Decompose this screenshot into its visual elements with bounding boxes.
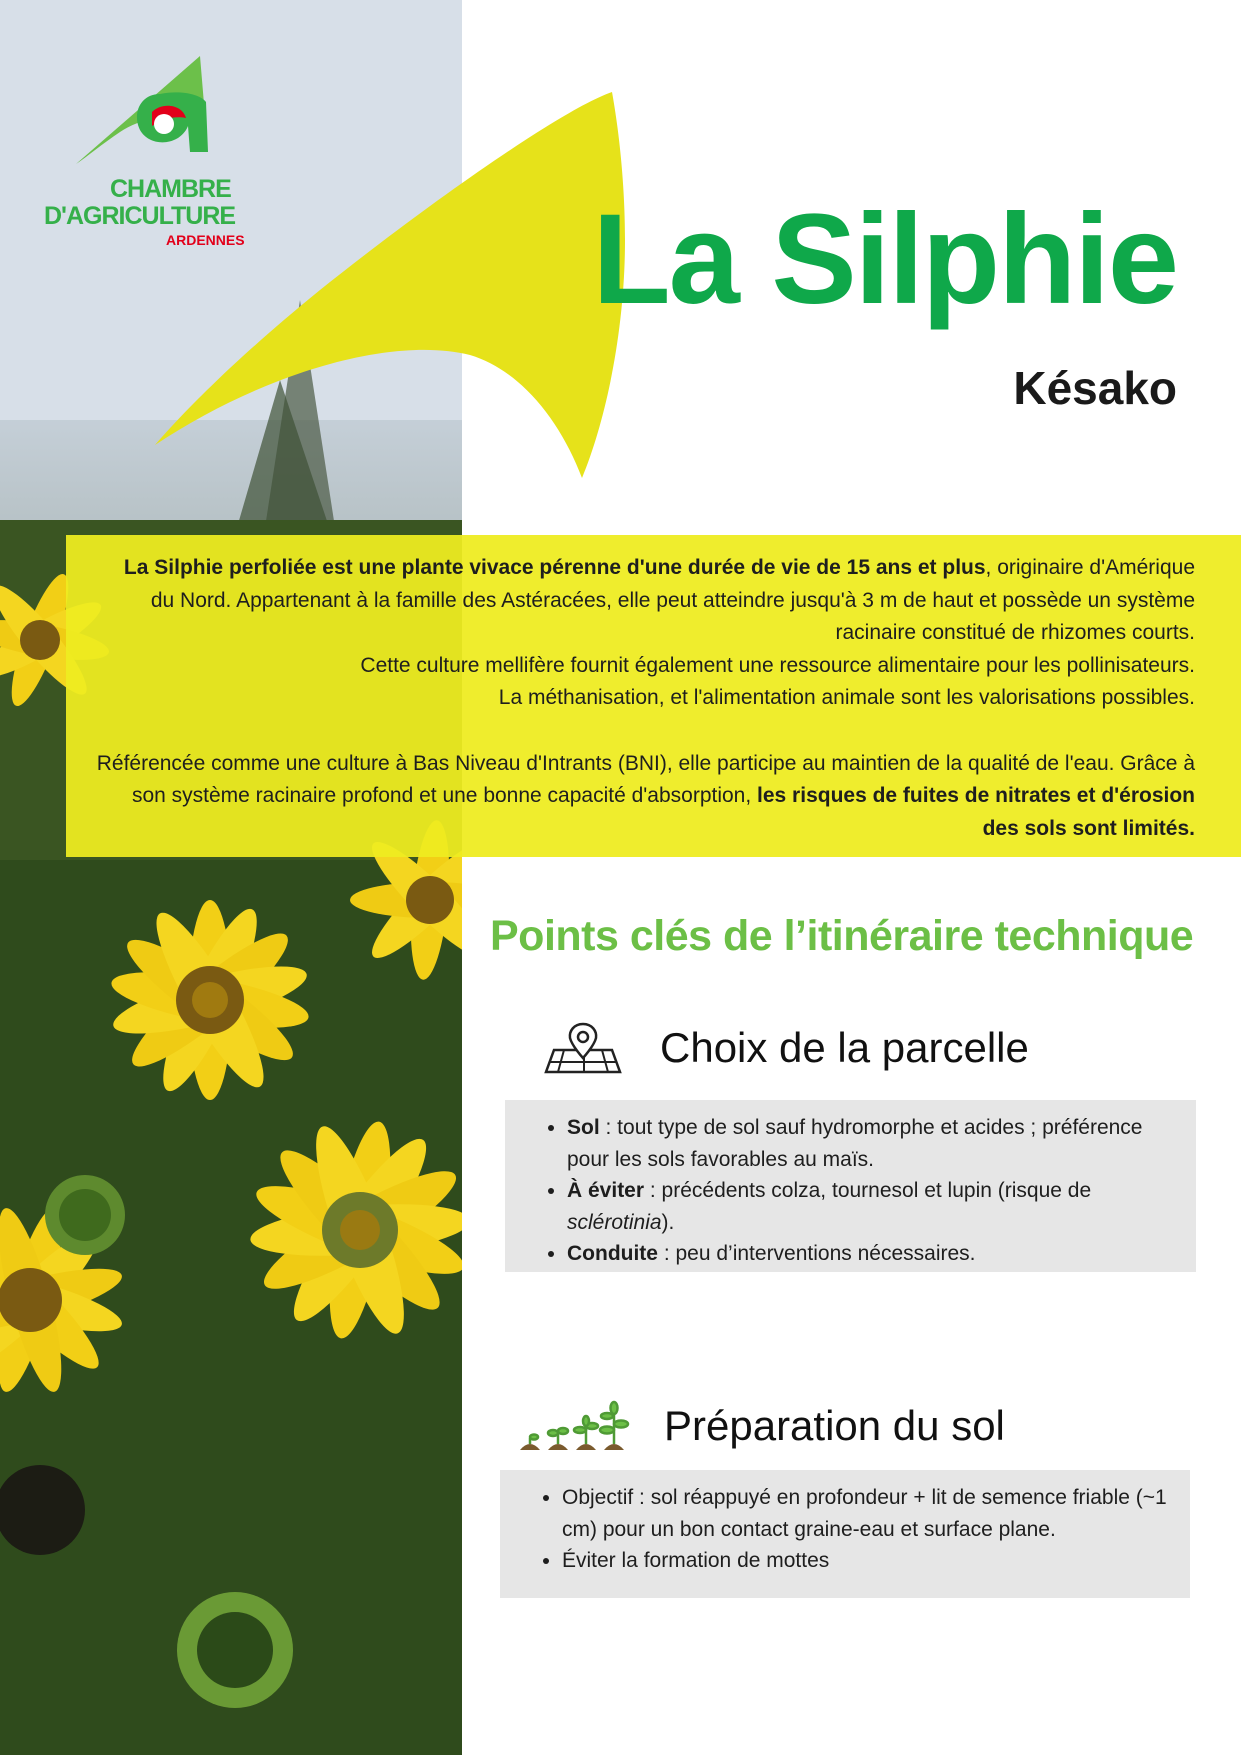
preparation-list — [526, 1482, 1170, 1577]
item-text: : peu d’interventions nécessaires. — [657, 1242, 976, 1265]
item-after: ). — [661, 1210, 675, 1234]
preparation-box — [500, 1470, 1190, 1598]
spacer — [96, 715, 1195, 748]
parcelle-header — [544, 1020, 1029, 1076]
intro-paragraph-1 — [96, 552, 1195, 650]
preparation-header — [518, 1400, 1005, 1452]
item-text: : tout type de sol sauf hydromorphe et acides ; préférence pour les sols favorables au maïs. — [567, 1116, 1143, 1171]
preparation-heading: Préparation du sol — [664, 1402, 1005, 1449]
page-subtitle: Késako — [1013, 362, 1177, 414]
intro-text-1: , originaire d'Amérique du Nord. Appartenant à la famille des Astéracées, elle peut atteindre jusqu'à 3 m de haut et possède un système racinaire constitué de rhizomes courts. — [150, 556, 1195, 644]
intro-text-4: Référencée comme une culture à Bas Niveau d'Intrants (BNI), elle participe au maintien de la qualité de l'eau. Grâce à son système racinaire profond et une bonne capacité d'absorption, — [96, 751, 1195, 807]
map-pin-icon — [544, 1020, 622, 1076]
intro-paragraph-3: La méthanisation, et l'alimentation animale sont les valorisations possibles. — [498, 686, 1195, 709]
logo-line3: ARDENNES — [166, 232, 245, 248]
intro-paragraph-2: Cette culture mellifère fournit également une ressource alimentaire pour les pollinisateurs. — [360, 653, 1195, 677]
item-text: : précédents colza, tournesol et lupin (risque de — [644, 1179, 1092, 1202]
list-item — [567, 1238, 1176, 1270]
item-italic: sclérotinia — [567, 1210, 662, 1234]
parcelle-heading: Choix de la parcelle — [660, 1024, 1029, 1071]
logo-line2: D'AGRICULTURE — [44, 202, 236, 230]
intro-paragraph-4 — [96, 748, 1195, 846]
logo-line1: CHAMBRE — [110, 175, 231, 203]
intro-band — [66, 535, 1241, 857]
list-item: • Objectif : sol réappuyé en profondeur + lit de semence friable (~1 cm) pour un bon contact graine-eau et surface plane. — [562, 1482, 1170, 1545]
item-label: Sol — [567, 1116, 600, 1139]
list-item — [567, 1112, 1176, 1175]
seedlings-icon — [518, 1400, 630, 1452]
parcelle-box — [505, 1100, 1196, 1272]
list-item — [567, 1175, 1176, 1238]
intro-bold-1: La Silphie perfoliée est une plante vivace pérenne d'une durée de vie de 15 ans et plus — [123, 556, 986, 579]
chambre-agriculture-logo-icon — [40, 52, 240, 182]
section-title: Points clés de l’itinéraire technique — [490, 912, 1194, 960]
parcelle-list — [531, 1112, 1176, 1270]
intro-bold-4: les risques de fuites de nitrates et d'érosion des sols sont limités. — [757, 784, 1195, 840]
page-title: La Silphie — [592, 188, 1177, 331]
item-label: À éviter — [567, 1179, 645, 1202]
list-item: • Éviter la formation de mottes — [562, 1545, 1170, 1577]
item-label: Conduite — [567, 1242, 658, 1265]
